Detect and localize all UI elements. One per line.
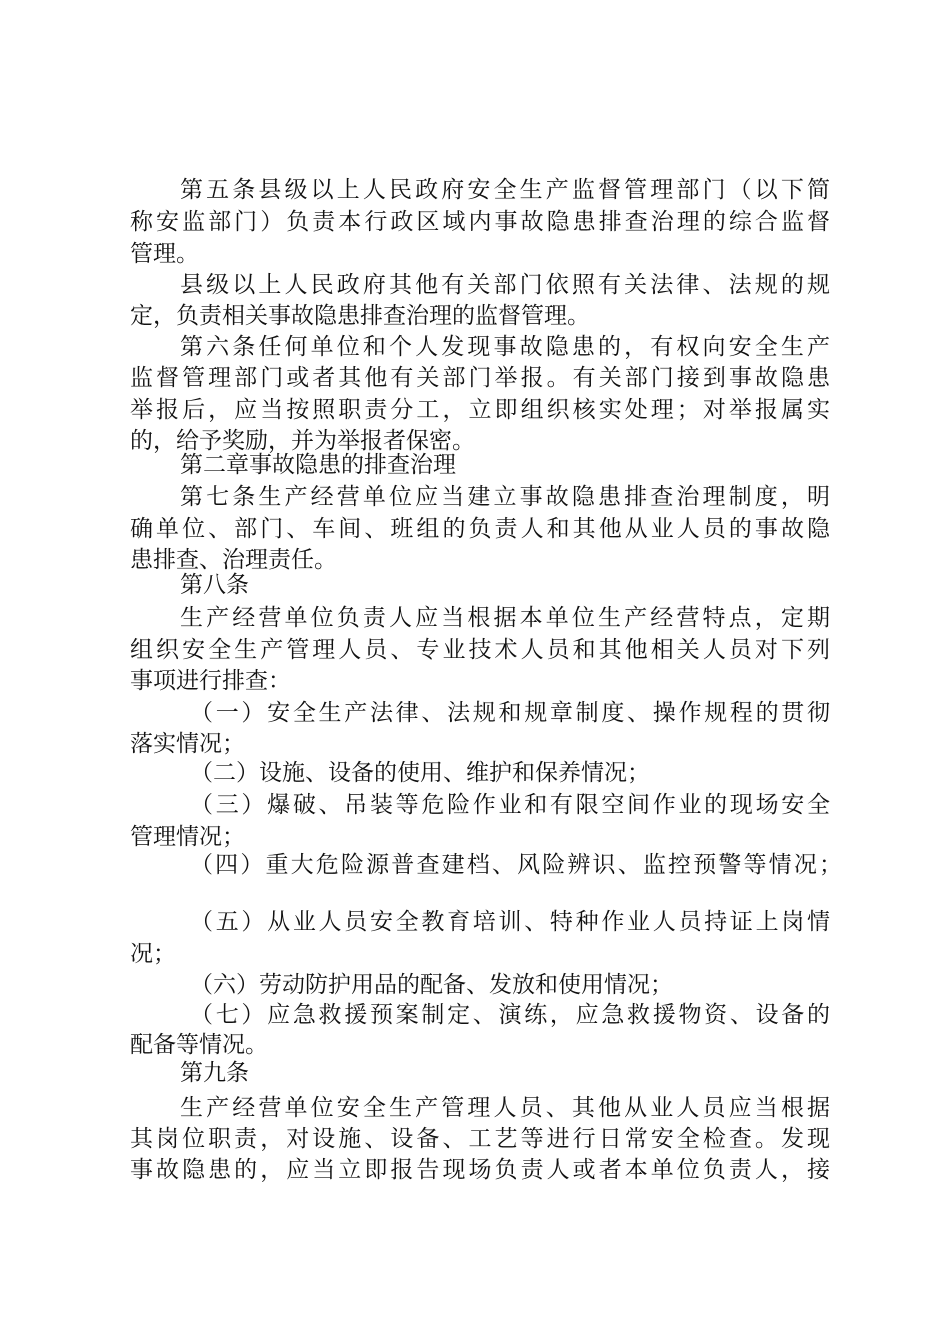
paragraph-line: 生产经营单位安全生产管理人员、其他从业人员应当根据 — [180, 1095, 830, 1121]
paragraph-line: 第五条县级以上人民政府安全生产监督管理部门（以下简 — [180, 177, 830, 203]
list-item-line: （二）设施、设备的使用、维护和保养情况； — [190, 760, 650, 786]
paragraph-line: 管理。 — [130, 241, 199, 267]
paragraph-line: 事故隐患的，应当立即报告现场负责人或者本单位负责人，接 — [130, 1157, 830, 1183]
article-heading: 第八条 — [180, 572, 249, 598]
paragraph-line: 定，负责相关事故隐患排查治理的监督管理。 — [130, 303, 590, 329]
paragraph-line: 第七条生产经营单位应当建立事故隐患排查治理制度，明 — [180, 484, 830, 510]
chapter-heading: 第二章事故隐患的排查治理 — [180, 452, 456, 478]
paragraph-line: 组织安全生产管理人员、专业技术人员和其他相关人员对下列 — [130, 637, 830, 663]
list-item-line: （一）安全生产法律、法规和规章制度、操作规程的贯彻 — [190, 700, 830, 726]
paragraph-line: 监督管理部门或者其他有关部门举报。有关部门接到事故隐患 — [130, 365, 830, 391]
list-item-line: （四）重大危险源普查建档、风险辨识、监控预警等情况； — [190, 852, 842, 878]
paragraph-line: 举报后，应当按照职责分工，立即组织核实处理；对举报属实 — [130, 397, 830, 423]
list-item-line: （七）应急救援预案制定、演练，应急救援物资、设备的 — [190, 1002, 830, 1028]
paragraph-line: 事项进行排查： — [130, 668, 291, 694]
list-item-line: （六）劳动防护用品的配备、发放和使用情况； — [190, 972, 673, 998]
paragraph-line: 生产经营单位负责人应当根据本单位生产经营特点，定期 — [180, 605, 830, 631]
list-item-line: 况； — [130, 941, 176, 967]
list-item-line: 管理情况； — [130, 824, 245, 850]
paragraph-line: 的，给予奖励，并为举报者保密。 — [130, 428, 475, 454]
list-item-line: 配备等情况。 — [130, 1032, 268, 1058]
list-item-line: （三）爆破、吊装等危险作业和有限空间作业的现场安全 — [190, 792, 830, 818]
paragraph-line: 患排查、治理责任。 — [130, 547, 337, 573]
paragraph-line: 第六条任何单位和个人发现事故隐患的，有权向安全生产 — [180, 334, 830, 360]
paragraph-line: 称安监部门）负责本行政区域内事故隐患排查治理的综合监督 — [130, 209, 830, 235]
paragraph-line: 确单位、部门、车间、班组的负责人和其他从业人员的事故隐 — [130, 516, 830, 542]
list-item-line: （五）从业人员安全教育培训、特种作业人员持证上岗情 — [190, 909, 830, 935]
paragraph-line: 其岗位职责，对设施、设备、工艺等进行日常安全检查。发现 — [130, 1126, 830, 1152]
article-heading: 第九条 — [180, 1060, 249, 1086]
list-item-line: 落实情况； — [130, 731, 245, 757]
paragraph-line: 县级以上人民政府其他有关部门依照有关法律、法规的规 — [180, 272, 830, 298]
